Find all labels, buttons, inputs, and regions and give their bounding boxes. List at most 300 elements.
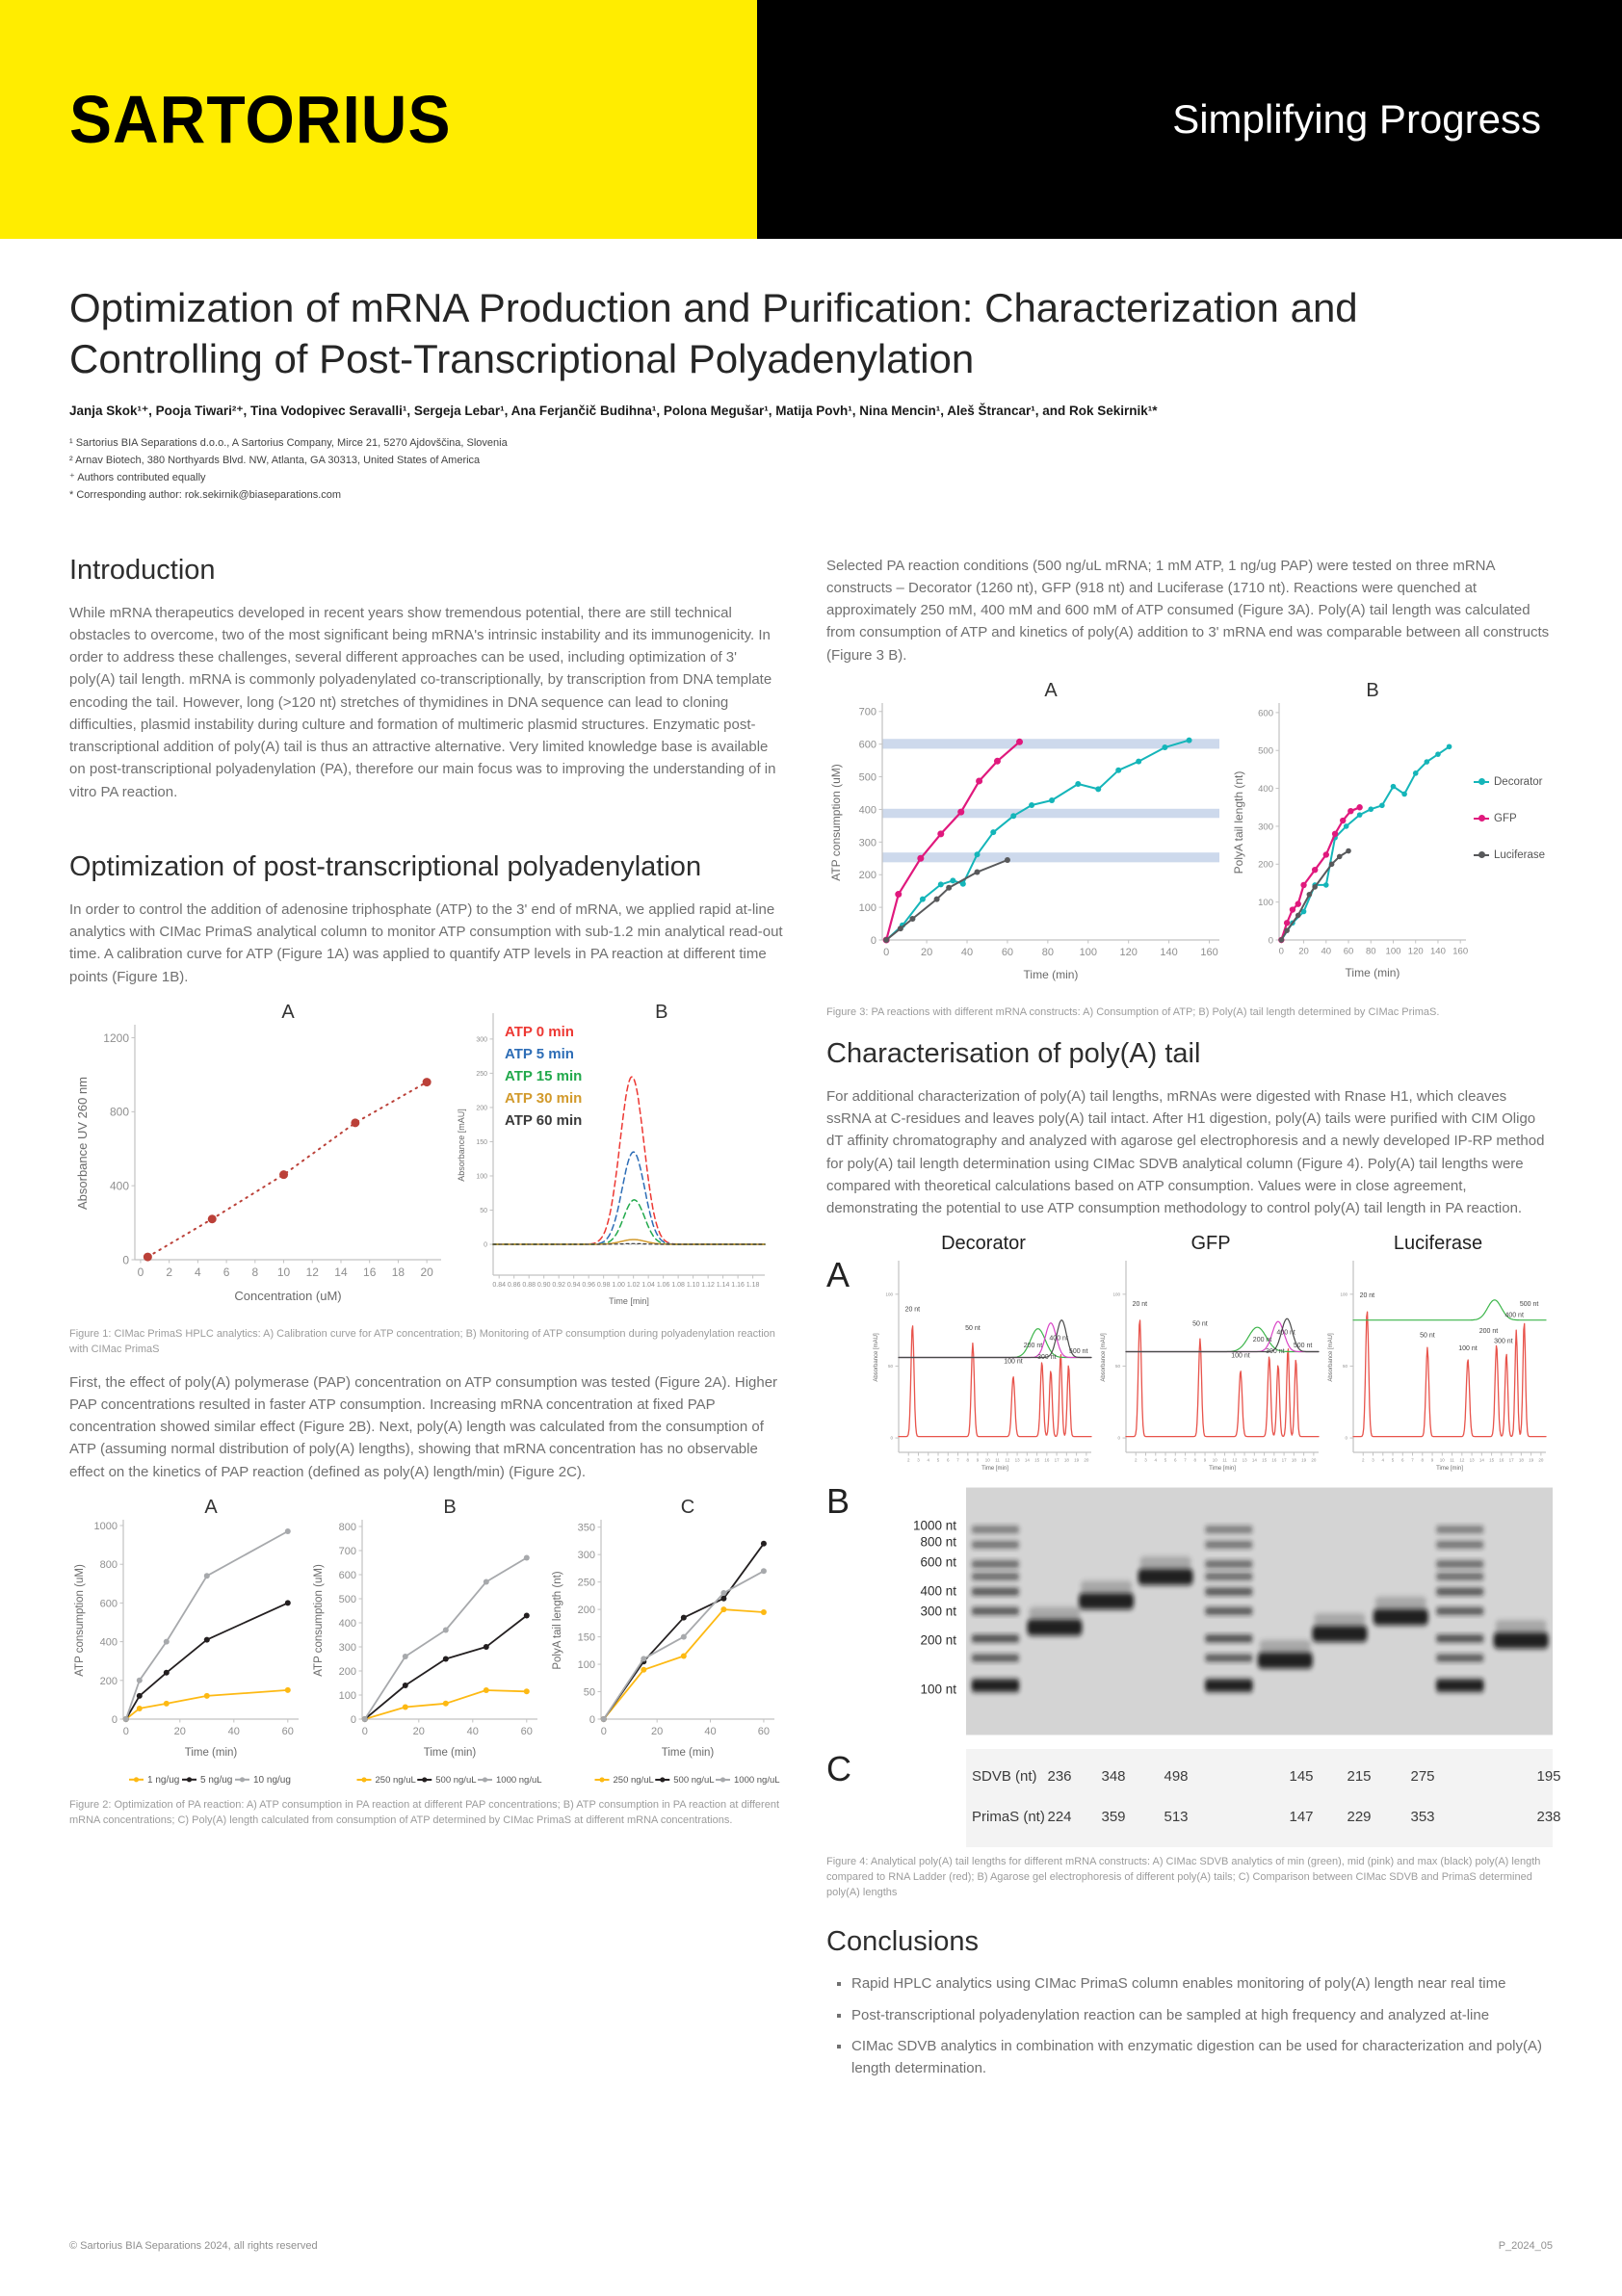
svg-text:18: 18 bbox=[1518, 1457, 1524, 1463]
figure4-row-label-c: C bbox=[826, 1749, 851, 1789]
svg-text:8: 8 bbox=[1193, 1457, 1197, 1463]
svg-text:PolyA tail length (nt): PolyA tail length (nt) bbox=[1232, 770, 1245, 874]
svg-text:4: 4 bbox=[1381, 1457, 1385, 1463]
svg-text:14: 14 bbox=[1024, 1457, 1030, 1463]
svg-text:13: 13 bbox=[1014, 1457, 1020, 1463]
svg-text:20: 20 bbox=[651, 1725, 664, 1737]
svg-text:1.12: 1.12 bbox=[701, 1281, 715, 1289]
svg-text:11: 11 bbox=[1450, 1457, 1454, 1463]
affiliation-1: ¹ Sartorius BIA Separations d.o.o., A Sartorius Company, Mirce 21, 5270 Ajdovščina, Slovenia bbox=[69, 437, 508, 449]
legend-label-luciferase: Luciferase bbox=[1494, 848, 1546, 861]
svg-text:0: 0 bbox=[870, 934, 876, 947]
svg-text:3: 3 bbox=[1144, 1457, 1147, 1463]
svg-text:0: 0 bbox=[111, 1713, 118, 1726]
svg-text:300 nt: 300 nt bbox=[1037, 1354, 1057, 1362]
svg-text:16: 16 bbox=[1044, 1457, 1050, 1463]
svg-text:250 ng/uL: 250 ng/uL bbox=[375, 1774, 416, 1786]
svg-text:0: 0 bbox=[484, 1241, 487, 1249]
footer-document-code: P_2024_05 bbox=[1498, 2240, 1553, 2252]
svg-text:100: 100 bbox=[1258, 897, 1273, 908]
svg-text:5 ng/ug: 5 ng/ug bbox=[200, 1774, 233, 1786]
optimization-heading: Optimization of post-transcriptional polyadenylation bbox=[69, 850, 702, 882]
intro-heading: Introduction bbox=[69, 554, 216, 586]
legend-item-gfp bbox=[1474, 813, 1553, 824]
svg-text:0: 0 bbox=[589, 1713, 595, 1726]
svg-text:Absorbance [mAU]: Absorbance [mAU] bbox=[457, 1109, 466, 1182]
svg-text:Time (min): Time (min) bbox=[423, 1746, 477, 1759]
conclusion-item-1: ▪ Rapid HPLC analytics using CIMac PrimaS column enables monitoring of poly(A) length near real time bbox=[851, 1973, 1553, 1996]
svg-text:2: 2 bbox=[166, 1265, 173, 1279]
svg-text:ATP 30 min: ATP 30 min bbox=[505, 1089, 583, 1107]
optimization-paragraph: In order to control the addition of adenosine triphosphate (ATP) to the 3' end of mRNA, we applied rapid at-line analytics with CIMac PrimaS analytical column to monitor ATP consumption with sub-1.2 min analytical read-out time. A calibration curve for ATP (Figure 1A) was applied to quantify ATP levels in PA reaction at different time points (Figure 1B). bbox=[69, 900, 783, 985]
svg-text:1.16: 1.16 bbox=[731, 1281, 745, 1289]
gel-marker-1000nt: 1000 nt bbox=[912, 1518, 956, 1533]
svg-text:600: 600 bbox=[338, 1569, 356, 1581]
figure2 bbox=[69, 1497, 784, 1790]
svg-text:40: 40 bbox=[227, 1725, 240, 1737]
svg-text:ATP 60 min: ATP 60 min bbox=[505, 1111, 583, 1129]
svg-text:50: 50 bbox=[480, 1207, 487, 1214]
fig2a-pap-concentration-chart bbox=[69, 1497, 308, 1790]
svg-text:8: 8 bbox=[966, 1457, 970, 1463]
svg-text:1.00: 1.00 bbox=[612, 1281, 625, 1289]
svg-text:300: 300 bbox=[858, 837, 876, 849]
svg-text:13: 13 bbox=[1242, 1457, 1247, 1463]
svg-text:3: 3 bbox=[1372, 1457, 1374, 1463]
svg-text:100: 100 bbox=[885, 1292, 893, 1297]
table-row-primas bbox=[966, 1799, 1561, 1839]
svg-text:16: 16 bbox=[363, 1265, 377, 1279]
svg-text:20: 20 bbox=[1538, 1457, 1544, 1463]
svg-text:11: 11 bbox=[1222, 1457, 1227, 1463]
fig4a-luciferase-chromatogram bbox=[1324, 1255, 1552, 1481]
svg-text:9: 9 bbox=[1430, 1457, 1434, 1463]
svg-text:6: 6 bbox=[947, 1457, 950, 1463]
primas-value-1: 224 bbox=[1047, 1809, 1072, 1826]
svg-text:1.04: 1.04 bbox=[641, 1281, 655, 1289]
svg-text:100: 100 bbox=[858, 901, 876, 914]
fig1a-atp-calibration-chart bbox=[69, 1002, 455, 1319]
svg-text:250: 250 bbox=[577, 1577, 595, 1589]
svg-text:40: 40 bbox=[704, 1725, 717, 1737]
svg-text:100: 100 bbox=[1112, 1292, 1120, 1297]
svg-text:4: 4 bbox=[927, 1457, 930, 1463]
svg-text:0.88: 0.88 bbox=[522, 1281, 536, 1289]
sartorius-logo: SARTORIUS bbox=[69, 82, 452, 157]
svg-text:0: 0 bbox=[122, 1725, 129, 1737]
svg-text:400 nt: 400 nt bbox=[1504, 1312, 1524, 1319]
header-yellow-block bbox=[0, 0, 757, 239]
conclusion-item-3: ▪ CIMac SDVB analytics in combination with enzymatic digestion can be used for characterization and poly(A) length determination. bbox=[851, 2036, 1553, 2079]
svg-text:20: 20 bbox=[420, 1265, 433, 1279]
svg-text:ATP consumption (uM): ATP consumption (uM) bbox=[313, 1564, 325, 1677]
figure3-caption: Figure 3: PA reactions with different mRNA constructs: A) Consumption of ATP; B) Poly(A) tail length determined by CIMac PrimaS. bbox=[826, 1005, 1440, 1018]
svg-text:500: 500 bbox=[858, 771, 876, 784]
svg-text:120: 120 bbox=[1119, 946, 1138, 958]
constructs-paragraph: Selected PA reaction conditions (500 ng/uL mRNA; 1 mM ATP, 1 ng/ug PAP) were tested on three mRNA constructs – Decorator (1260 nt), GFP (918 nt) and Luciferase (1710 nt). Reactions were quenched at approximately 250 mM, 400 mM and 600 mM of ATP consumed (Figure 3A). Poly(A) tail length was calculated from consumption of ATP and kinetics of poly(A) addition to 3' mRNA end was comparable between all constructs (Figure 3 B). bbox=[826, 557, 1550, 664]
svg-text:1000: 1000 bbox=[93, 1520, 118, 1532]
svg-text:19: 19 bbox=[1074, 1457, 1080, 1463]
svg-text:9: 9 bbox=[976, 1457, 980, 1463]
characterisation-paragraph: For additional characterization of poly(A) tail lengths, mRNAs were digested with Rnase H1, which cleaves ssRNA at C-residues and leaves poly(A) tail intact. After H1 digestion, poly(A) tails were purified with CIM Oligo dT affinity chromatography and analyzed with agarose gel electrophoresis and a newly developed IP-RP method for poly(A) tail length determination using CIMac SDVB analytical column (Figure 4). Poly(A) tail lengths were compared with theoretical calculations based on ATP consumption. Values were in close agreement, demonstrating the potential to use ATP consumption methodology to control poly(A) tail length in PA reaction. bbox=[826, 1087, 1545, 1216]
figure4-row-label-a: A bbox=[826, 1255, 850, 1295]
svg-text:800: 800 bbox=[99, 1559, 118, 1572]
svg-text:12: 12 bbox=[305, 1265, 319, 1279]
svg-text:100: 100 bbox=[1385, 946, 1401, 957]
svg-text:16: 16 bbox=[1499, 1457, 1504, 1463]
svg-text:10: 10 bbox=[1212, 1457, 1217, 1463]
svg-text:ATP 0 min: ATP 0 min bbox=[505, 1023, 574, 1040]
panel-title-luciferase: Luciferase bbox=[1393, 1233, 1483, 1255]
svg-text:50 nt: 50 nt bbox=[1192, 1320, 1208, 1328]
fig2b-mrna-concentration-chart bbox=[308, 1497, 547, 1790]
svg-text:50: 50 bbox=[1342, 1364, 1347, 1370]
figure4-row-label-b: B bbox=[826, 1481, 850, 1522]
svg-text:40: 40 bbox=[466, 1725, 479, 1737]
svg-text:0.86: 0.86 bbox=[507, 1281, 521, 1289]
svg-text:Time (min): Time (min) bbox=[184, 1746, 238, 1759]
primas-value-3: 513 bbox=[1164, 1809, 1189, 1826]
svg-text:20: 20 bbox=[1298, 946, 1309, 957]
affiliation-equal-note: ⁺ Authors contributed equally bbox=[69, 472, 206, 484]
svg-text:200 nt: 200 nt bbox=[1478, 1328, 1499, 1336]
svg-text:1.08: 1.08 bbox=[671, 1281, 685, 1289]
svg-text:250 ng/uL: 250 ng/uL bbox=[613, 1774, 654, 1786]
svg-text:9: 9 bbox=[1203, 1457, 1207, 1463]
svg-text:16: 16 bbox=[1271, 1457, 1277, 1463]
figure4-row-b bbox=[826, 1481, 1553, 1741]
intro-paragraph: While mRNA therapeutics developed in recent years show tremendous potential, there are still technical obstacles to overcome, two of the most significant being mRNA's intrinsic instability and its immunogenicity. In order to address these challenges, several different approaches can be used, including optimization of 3' poly(A) tail length. mRNA is commonly polyadenylated co-transcriptionally, by transcription from DNA template encoding the tail. However, long (>120 nt) stretches of thymidines in DNA sequence can lead to cloning difficulties, plasmid instability during culture and formation of multimeric plasmid structures. Enzymatic post-transcriptional addition of poly(A) tail is thus an attractive alternative. Very limited knowledge base is available on post-transcriptional polyadenylation (PA), therefore our main focus was to improving the understanding of in vitro PA reaction. bbox=[69, 604, 776, 800]
svg-text:0.84: 0.84 bbox=[492, 1281, 507, 1289]
svg-text:10 ng/ug: 10 ng/ug bbox=[253, 1774, 291, 1786]
svg-text:2: 2 bbox=[1361, 1457, 1365, 1463]
svg-text:18: 18 bbox=[391, 1265, 406, 1279]
svg-text:B: B bbox=[1366, 679, 1379, 701]
left-column bbox=[69, 555, 784, 2090]
svg-text:50 nt: 50 nt bbox=[1420, 1332, 1435, 1340]
svg-text:500 nt: 500 nt bbox=[1519, 1301, 1539, 1309]
svg-text:11: 11 bbox=[995, 1457, 1000, 1463]
footer-copyright: © Sartorius BIA Separations 2024, all rights reserved bbox=[69, 2240, 318, 2252]
figure4-row-c bbox=[826, 1749, 1561, 1847]
svg-text:200 nt: 200 nt bbox=[1023, 1343, 1043, 1350]
fig1b-atp-chromatogram-chart bbox=[455, 1002, 772, 1319]
svg-text:ATP consumption (uM): ATP consumption (uM) bbox=[74, 1564, 86, 1677]
optimization-paragraph-2: First, the effect of poly(A) polymerase (PAP) concentration on ATP consumption was tested (Figure 2A). Higher PAP concentrations resulted in faster ATP consumption. Increasing mRNA concentration at fixed PAP concentration showed similar effect (Figure 2B). Next, poly(A) length was calculated from the consumption of ATP (assuming normal distribution of poly(A) lengths), showing that mRNA concentration has no observable effect on the kinetics of PAP reaction (defined as poly(A) length/min) (Figure 2C). bbox=[69, 1373, 778, 1480]
svg-text:17: 17 bbox=[1281, 1457, 1287, 1463]
characterisation-heading: Characterisation of poly(A) tail bbox=[826, 1037, 1201, 1069]
svg-text:10: 10 bbox=[276, 1265, 291, 1279]
svg-text:13: 13 bbox=[1469, 1457, 1475, 1463]
svg-text:20: 20 bbox=[1311, 1457, 1317, 1463]
svg-text:0: 0 bbox=[361, 1725, 368, 1737]
svg-text:15: 15 bbox=[1262, 1457, 1268, 1463]
svg-text:400 nt: 400 nt bbox=[1276, 1329, 1295, 1337]
svg-text:200: 200 bbox=[577, 1605, 595, 1617]
header-black-block bbox=[757, 0, 1622, 239]
svg-text:500 ng/uL: 500 ng/uL bbox=[673, 1774, 715, 1786]
svg-text:14: 14 bbox=[334, 1265, 348, 1279]
svg-text:0: 0 bbox=[1345, 1435, 1347, 1441]
svg-text:14: 14 bbox=[1478, 1457, 1484, 1463]
svg-text:150: 150 bbox=[577, 1631, 595, 1644]
svg-text:140: 140 bbox=[1430, 946, 1446, 957]
svg-text:1.14: 1.14 bbox=[716, 1281, 730, 1289]
fig3a-atp-consumption-chart bbox=[826, 680, 1231, 998]
svg-text:1200: 1200 bbox=[103, 1031, 129, 1045]
svg-text:0: 0 bbox=[350, 1713, 356, 1726]
svg-text:160: 160 bbox=[1452, 946, 1469, 957]
panel-title-decorator: Decorator bbox=[941, 1233, 1026, 1255]
svg-text:7: 7 bbox=[1411, 1457, 1414, 1463]
svg-text:500 nt: 500 nt bbox=[1068, 1348, 1088, 1356]
svg-text:100 nt: 100 nt bbox=[1004, 1358, 1023, 1366]
svg-text:18: 18 bbox=[1291, 1457, 1296, 1463]
header bbox=[0, 0, 1622, 239]
decorator-swatch bbox=[1474, 781, 1489, 784]
fig3b-polya-tail-chart bbox=[1231, 680, 1474, 998]
svg-text:6: 6 bbox=[1401, 1457, 1404, 1463]
figure2-caption: Figure 2: Optimization of PA reaction: A) ATP consumption in PA reaction at different PAP concentrations; B) ATP consumption in PA reaction at different mRNA concentrations; C) Poly(A) length calculated from consumption of ATP determined by CIMac PrimaS at different mRNA concentrations. bbox=[69, 1798, 779, 1826]
svg-text:8: 8 bbox=[1421, 1457, 1425, 1463]
svg-text:500 ng/uL: 500 ng/uL bbox=[435, 1774, 477, 1786]
svg-text:ATP consumption (uM): ATP consumption (uM) bbox=[829, 764, 843, 881]
gfp-swatch bbox=[1474, 818, 1489, 821]
svg-text:1.10: 1.10 bbox=[686, 1281, 700, 1289]
svg-text:8: 8 bbox=[251, 1265, 259, 1279]
svg-text:12: 12 bbox=[1232, 1457, 1238, 1463]
legend-label-gfp: GFP bbox=[1494, 812, 1517, 824]
svg-text:10: 10 bbox=[984, 1457, 990, 1463]
legend-item-decorator bbox=[1474, 776, 1553, 788]
header-tagline: Simplifying Progress bbox=[1172, 96, 1541, 142]
svg-text:19: 19 bbox=[1301, 1457, 1307, 1463]
svg-text:60: 60 bbox=[1001, 946, 1014, 958]
svg-text:B: B bbox=[443, 1496, 457, 1518]
svg-text:300 nt: 300 nt bbox=[1494, 1338, 1513, 1345]
primas-row-label: PrimaS (nt) bbox=[972, 1809, 1045, 1826]
svg-text:ATP 5 min: ATP 5 min bbox=[505, 1045, 574, 1062]
primas-value-2: 359 bbox=[1101, 1809, 1126, 1826]
legend-item-luciferase bbox=[1474, 849, 1553, 861]
svg-text:B: B bbox=[655, 1001, 668, 1023]
figure4-row-a bbox=[826, 1255, 1553, 1481]
svg-text:500 nt: 500 nt bbox=[1293, 1343, 1313, 1350]
svg-text:200 nt: 200 nt bbox=[1252, 1337, 1272, 1344]
svg-text:15: 15 bbox=[1034, 1457, 1040, 1463]
svg-text:120: 120 bbox=[1407, 946, 1424, 957]
svg-text:80: 80 bbox=[1365, 946, 1376, 957]
svg-text:10: 10 bbox=[1439, 1457, 1445, 1463]
svg-text:600: 600 bbox=[99, 1598, 118, 1610]
svg-text:Time [min]: Time [min] bbox=[609, 1295, 649, 1306]
svg-text:12: 12 bbox=[1005, 1457, 1010, 1463]
primas-value-6: 353 bbox=[1410, 1809, 1435, 1826]
polya-length-table bbox=[966, 1749, 1561, 1847]
figure1 bbox=[69, 1002, 784, 1319]
svg-text:500: 500 bbox=[1258, 745, 1273, 757]
legend-label-decorator: Decorator bbox=[1494, 775, 1543, 788]
svg-text:400: 400 bbox=[858, 804, 876, 817]
sdvb-value-7: 195 bbox=[1536, 1768, 1561, 1786]
svg-text:400 nt: 400 nt bbox=[1049, 1335, 1068, 1343]
svg-text:40: 40 bbox=[960, 946, 974, 958]
svg-text:0.90: 0.90 bbox=[536, 1281, 551, 1289]
svg-text:0.94: 0.94 bbox=[566, 1281, 581, 1289]
svg-text:Absorbance UV 260 nm: Absorbance UV 260 nm bbox=[75, 1076, 90, 1210]
svg-text:400: 400 bbox=[1258, 783, 1273, 795]
sdvb-value-5: 215 bbox=[1347, 1768, 1372, 1786]
svg-text:0: 0 bbox=[1278, 946, 1284, 957]
svg-text:2: 2 bbox=[906, 1457, 910, 1463]
svg-text:19: 19 bbox=[1529, 1457, 1534, 1463]
svg-text:80: 80 bbox=[1041, 946, 1054, 958]
svg-text:50: 50 bbox=[583, 1686, 595, 1699]
svg-text:250: 250 bbox=[476, 1070, 487, 1078]
svg-text:300 nt: 300 nt bbox=[1266, 1348, 1285, 1356]
svg-text:200: 200 bbox=[338, 1665, 356, 1678]
svg-text:200: 200 bbox=[1258, 859, 1273, 871]
svg-text:50: 50 bbox=[1114, 1364, 1120, 1370]
svg-text:1.18: 1.18 bbox=[746, 1281, 760, 1289]
affiliations bbox=[69, 434, 1553, 505]
svg-text:20 nt: 20 nt bbox=[904, 1306, 921, 1314]
svg-text:A: A bbox=[281, 1001, 295, 1023]
svg-text:1000 ng/uL: 1000 ng/uL bbox=[734, 1774, 780, 1786]
svg-text:0.98: 0.98 bbox=[596, 1281, 611, 1289]
svg-text:A: A bbox=[204, 1496, 218, 1518]
svg-text:100: 100 bbox=[338, 1689, 356, 1702]
svg-text:PolyA tail length (nt): PolyA tail length (nt) bbox=[552, 1571, 563, 1670]
svg-text:Time [min]: Time [min] bbox=[1436, 1466, 1463, 1473]
svg-text:1.02: 1.02 bbox=[626, 1281, 641, 1289]
svg-text:7: 7 bbox=[956, 1457, 959, 1463]
poster-title: Optimization of mRNA Production and Purification: Characterization and Controlling of Post-Transcriptional Polyadenylation bbox=[69, 285, 1358, 381]
svg-text:20: 20 bbox=[920, 946, 933, 958]
svg-text:0: 0 bbox=[137, 1265, 144, 1279]
figure4-panel-titles bbox=[870, 1233, 1553, 1255]
gel-marker-200nt: 200 nt bbox=[920, 1632, 956, 1648]
svg-text:17: 17 bbox=[1054, 1457, 1060, 1463]
svg-text:0.96: 0.96 bbox=[582, 1281, 595, 1289]
authors-line: Janja Skok¹⁺, Pooja Tiwari²⁺, Tina Vodopivec Seravalli¹, Sergeja Lebar¹, Ana Ferjančič Budihna¹, Polona Megušar¹, Matija Povh¹, Nina Mencin¹, Aleš Štrancar¹, and Rok Sekirnik¹* bbox=[69, 404, 1158, 418]
svg-text:ATP 15 min: ATP 15 min bbox=[505, 1067, 583, 1084]
svg-text:5: 5 bbox=[1391, 1457, 1395, 1463]
svg-text:5: 5 bbox=[1164, 1457, 1167, 1463]
gel-marker-800nt: 800 nt bbox=[920, 1534, 956, 1550]
affiliation-2: ² Arnav Biotech, 380 Northyards Blvd. NW, Atlanta, GA 30313, United States of America bbox=[69, 455, 481, 467]
figure3-legend bbox=[1474, 776, 1553, 861]
svg-text:200: 200 bbox=[476, 1105, 487, 1112]
svg-text:1 ng/ug: 1 ng/ug bbox=[147, 1774, 180, 1786]
svg-text:7: 7 bbox=[1184, 1457, 1187, 1463]
svg-text:Time (min): Time (min) bbox=[1023, 967, 1079, 981]
svg-text:0: 0 bbox=[883, 946, 890, 958]
affiliation-corresponding: * Corresponding author: rok.sekirnik@biaseparations.com bbox=[69, 489, 342, 502]
svg-text:140: 140 bbox=[1160, 946, 1178, 958]
svg-text:300: 300 bbox=[577, 1550, 595, 1562]
svg-text:60: 60 bbox=[757, 1725, 771, 1737]
svg-text:20: 20 bbox=[173, 1725, 186, 1737]
agarose-gel-image bbox=[966, 1481, 1553, 1741]
svg-text:0: 0 bbox=[1268, 935, 1273, 947]
svg-text:350: 350 bbox=[577, 1522, 595, 1534]
svg-text:Time [min]: Time [min] bbox=[981, 1466, 1008, 1473]
svg-text:17: 17 bbox=[1508, 1457, 1514, 1463]
svg-text:0.92: 0.92 bbox=[552, 1281, 565, 1289]
svg-text:6: 6 bbox=[1174, 1457, 1177, 1463]
svg-text:0: 0 bbox=[890, 1435, 893, 1441]
svg-text:100: 100 bbox=[577, 1658, 595, 1671]
svg-text:400: 400 bbox=[338, 1617, 356, 1630]
svg-text:600: 600 bbox=[1258, 708, 1273, 719]
gel-marker-400nt: 400 nt bbox=[920, 1583, 956, 1599]
svg-text:20 nt: 20 nt bbox=[1359, 1292, 1375, 1300]
svg-text:Absorbance [mAU]: Absorbance [mAU] bbox=[1328, 1333, 1334, 1382]
gel-marker-labels bbox=[870, 1481, 966, 1741]
svg-text:5: 5 bbox=[936, 1457, 940, 1463]
svg-text:20: 20 bbox=[1084, 1457, 1089, 1463]
fig4a-decorator-chromatogram bbox=[870, 1255, 1097, 1481]
footer bbox=[69, 2240, 1553, 2252]
svg-text:300: 300 bbox=[476, 1036, 487, 1044]
svg-text:100 nt: 100 nt bbox=[1231, 1352, 1250, 1360]
sdvb-value-1: 236 bbox=[1047, 1768, 1072, 1786]
svg-text:Absorbance [mAU]: Absorbance [mAU] bbox=[874, 1333, 879, 1382]
svg-text:150: 150 bbox=[476, 1138, 487, 1146]
primas-value-7: 238 bbox=[1536, 1809, 1561, 1826]
svg-text:18: 18 bbox=[1063, 1457, 1069, 1463]
svg-text:C: C bbox=[680, 1496, 695, 1518]
svg-text:Time (min): Time (min) bbox=[661, 1746, 715, 1759]
svg-text:0: 0 bbox=[1117, 1435, 1120, 1441]
svg-text:200: 200 bbox=[858, 869, 876, 881]
svg-text:Time (min): Time (min) bbox=[1345, 965, 1400, 979]
svg-text:160: 160 bbox=[1200, 946, 1218, 958]
svg-text:2: 2 bbox=[1134, 1457, 1138, 1463]
svg-text:60: 60 bbox=[281, 1725, 294, 1737]
sdvb-value-4: 145 bbox=[1289, 1768, 1314, 1786]
luciferase-swatch bbox=[1474, 854, 1489, 857]
conclusion-item-2: ▪ Post-transcriptional polyadenylation reaction can be sampled at high frequency and analyzed at-line bbox=[851, 2005, 1553, 2027]
svg-text:100: 100 bbox=[1079, 946, 1097, 958]
figure3 bbox=[826, 680, 1553, 998]
svg-text:700: 700 bbox=[858, 706, 876, 718]
svg-text:400: 400 bbox=[99, 1636, 118, 1649]
svg-text:6: 6 bbox=[222, 1265, 230, 1279]
svg-text:40: 40 bbox=[1321, 946, 1332, 957]
svg-text:4: 4 bbox=[1154, 1457, 1158, 1463]
gel-marker-100nt: 100 nt bbox=[920, 1682, 956, 1697]
svg-text:20 nt: 20 nt bbox=[1132, 1301, 1148, 1309]
right-column bbox=[826, 555, 1561, 2090]
svg-text:Absorbance [mAU]: Absorbance [mAU] bbox=[1101, 1333, 1107, 1382]
svg-text:60: 60 bbox=[520, 1725, 533, 1737]
svg-text:500: 500 bbox=[338, 1593, 356, 1605]
svg-text:Time [min]: Time [min] bbox=[1209, 1466, 1236, 1473]
conclusions-heading: Conclusions bbox=[826, 1926, 979, 1958]
svg-text:0: 0 bbox=[122, 1253, 129, 1267]
svg-text:50 nt: 50 nt bbox=[965, 1325, 981, 1333]
svg-text:100 nt: 100 nt bbox=[1458, 1345, 1478, 1353]
svg-text:100: 100 bbox=[1340, 1292, 1347, 1297]
gel-marker-600nt: 600 nt bbox=[920, 1554, 956, 1570]
svg-text:20: 20 bbox=[412, 1725, 425, 1737]
table-row-sdvb bbox=[966, 1759, 1561, 1799]
sdvb-value-2: 348 bbox=[1101, 1768, 1126, 1786]
svg-text:A: A bbox=[1044, 679, 1058, 701]
figure1-caption: Figure 1: CIMac PrimaS HPLC analytics: A) Calibration curve for ATP concentration; B) Monitoring of ATP consumption during polyadenylation reaction with CIMac PrimaS bbox=[69, 1327, 775, 1355]
